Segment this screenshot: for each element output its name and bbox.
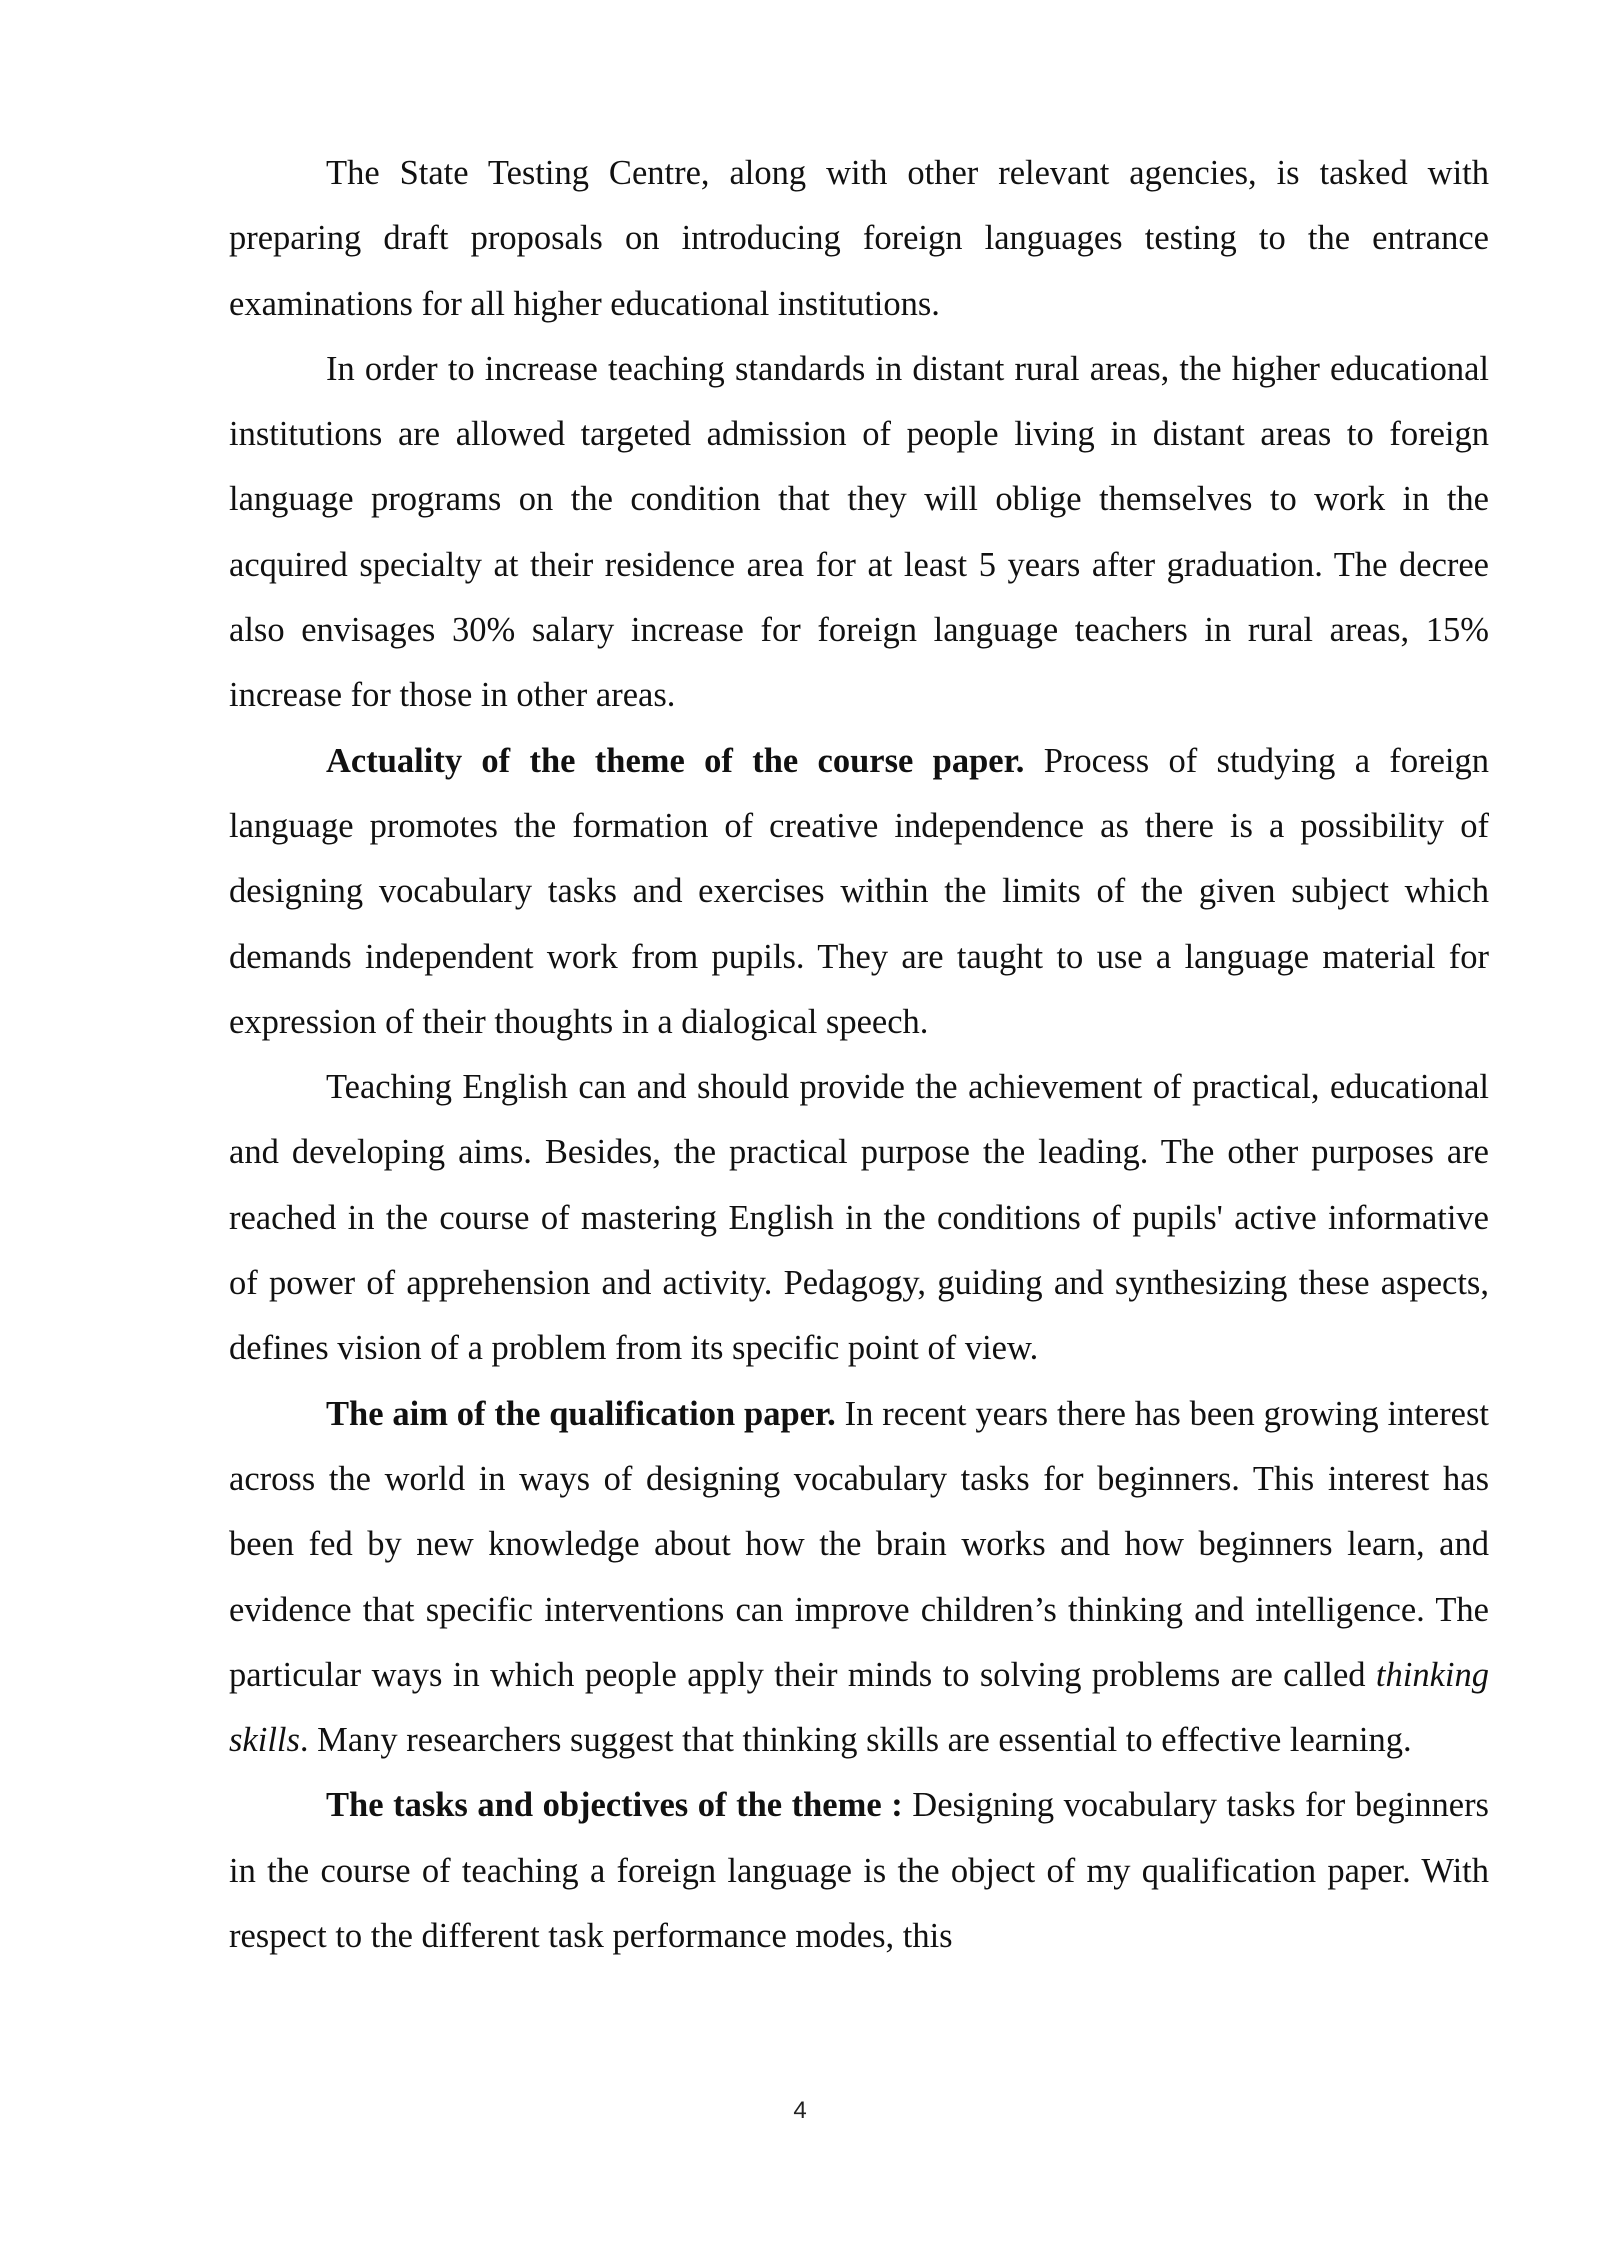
paragraph-text: In recent years there has been growing interest across the world in ways of designing vocabulary tasks for beginners. This interest has been fed by new knowledge about how the brain works and how beginners learn, and evidence that specific interventions can improve children’s thinking and intelligence. The particular ways in which people apply their minds to solving problems are called	[229, 1394, 1489, 1694]
paragraph-rural-areas	[229, 337, 1489, 729]
paragraph-text: Designing vocabulary tasks for beginners in the course of teaching a foreign language is the object of my qualification paper. With respect to the different task performance modes, this	[229, 1786, 1489, 1956]
paragraph-aim	[229, 1382, 1489, 1774]
paragraph-text: In order to increase teaching standards in distant rural areas, the higher educational institutions are allowed targeted admission of people living in distant areas to foreign language programs on the condition that they will oblige themselves to work in the acquired specialty at their residence area for at least 5 years after graduation. The decree also envisages 30% salary increase for foreign language teachers in rural areas, 15% increase for those in other areas.	[229, 349, 1489, 715]
paragraph-text: Process of studying a foreign language promotes the formation of creative independence as there is a possibility of designing vocabulary tasks and exercises within the limits of the given subject which demands independent work from pupils. They are taught to use a language material for expression of their thoughts in a dialogical speech.	[229, 741, 1489, 1041]
page-number: 4	[793, 2097, 807, 2124]
paragraph-tasks-objectives	[229, 1773, 1489, 1969]
section-heading-actuality: Actuality of the theme of the course paper.	[326, 741, 1025, 780]
italic-term: thinking skills	[229, 1655, 1489, 1760]
paragraph-text: The State Testing Centre, along with other relevant agencies, is tasked with preparing draft proposals on introducing foreign languages testing to the entrance examinations for all higher educational institutions.	[229, 154, 1489, 323]
paragraph-teaching-english	[229, 1055, 1489, 1381]
section-heading-aim: The aim of the qualification paper.	[326, 1394, 836, 1433]
paragraph-text-continued: . Many researchers suggest that thinking skills are essential to effective learning.	[299, 1721, 1412, 1760]
section-heading-tasks: The tasks and objectives of the theme :	[326, 1786, 903, 1825]
paragraph-text: Teaching English can and should provide the achievement of practical, educational and developing aims. Besides, the practical purpose the leading. The other purposes are reached in the course of mastering English in the conditions of pupils' active informative of power of apprehension and activity. Pedagogy, guiding and synthesizing these aspects, defines vision of a problem from its specific point of view.	[229, 1068, 1489, 1368]
paragraph-state-testing-centre	[229, 141, 1489, 337]
paragraph-actuality	[229, 729, 1489, 1055]
document-page	[229, 141, 1489, 1969]
